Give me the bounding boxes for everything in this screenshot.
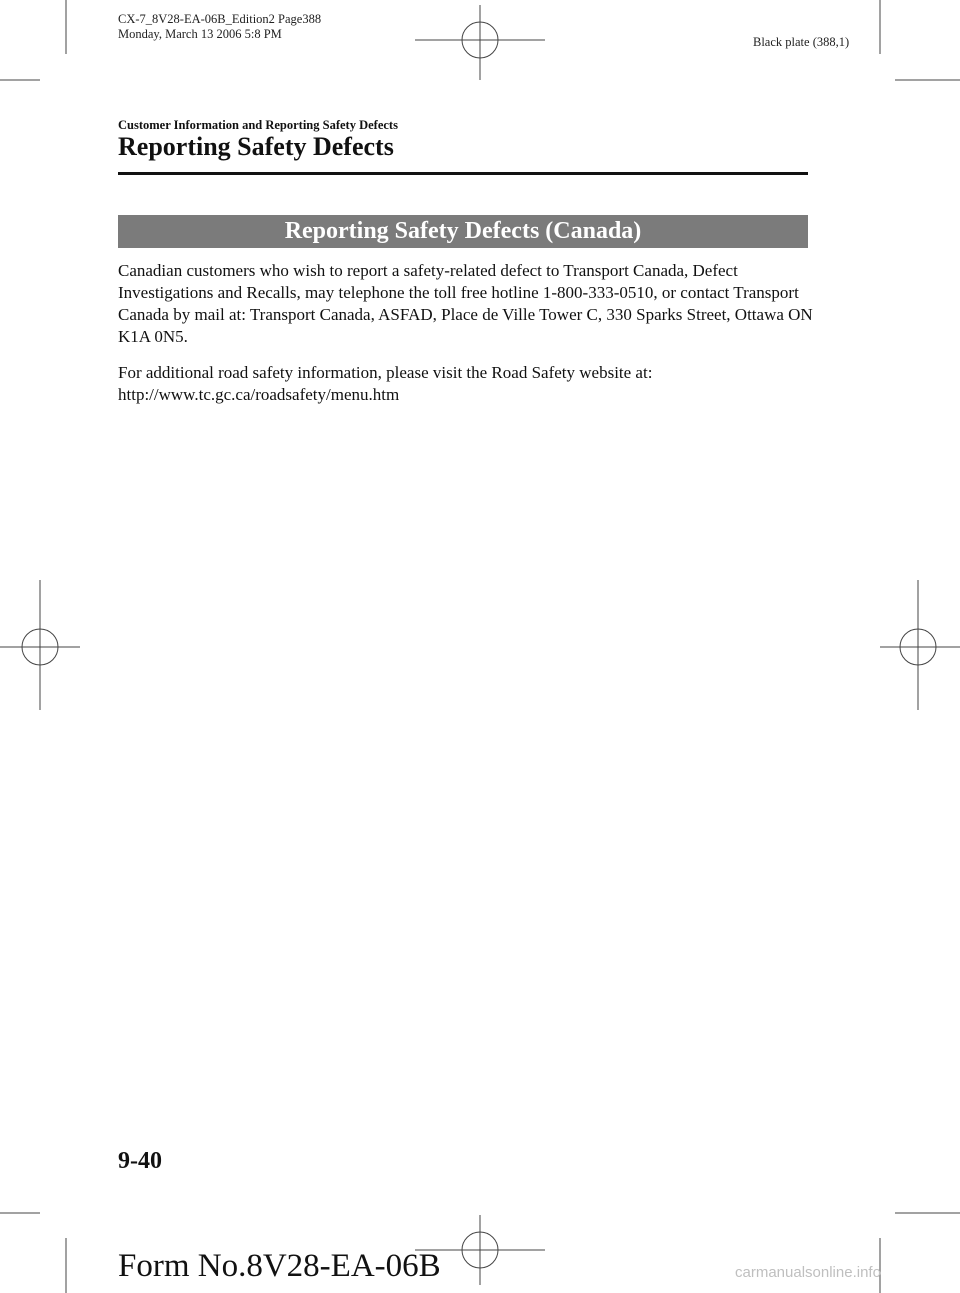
print-job-info (118, 12, 321, 42)
section-heading: Reporting Safety Defects (Canada) (118, 215, 808, 248)
road-safety-url: http://www.tc.gc.ca/roadsafety/menu.htm (118, 385, 400, 404)
watermark: carmanualsonline.info (735, 1264, 881, 1281)
print-date-line: Monday, March 13 2006 5:8 PM (118, 27, 282, 41)
paragraph-road-safety (118, 362, 818, 406)
paragraph-reporting: Canadian customers who wish to report a safety-related defect to Transport Canada, Defect Investigations and Recalls, may telephone the toll free hotline 1-800-333-0510, or contact Transport Canada by mail at: Transport Canada, ASFAD, Place de Ville Tower C, 330 Sparks Street, Ottawa ON K1A 0N5. (118, 261, 813, 346)
road-safety-text: For additional road safety information, please visit the Road Safety website at: (118, 363, 653, 382)
title-rule (118, 172, 808, 175)
plate-label: Black plate (388,1) (753, 35, 850, 49)
page-number: 9-40 (118, 1148, 162, 1174)
form-number: Form No.8V28-EA-06B (118, 1248, 441, 1284)
breadcrumb: Customer Information and Reporting Safety Defects (118, 118, 398, 132)
section-title: Reporting Safety Defects (118, 132, 394, 161)
print-job-line: CX-7_8V28-EA-06B_Edition2 Page388 (118, 12, 322, 26)
